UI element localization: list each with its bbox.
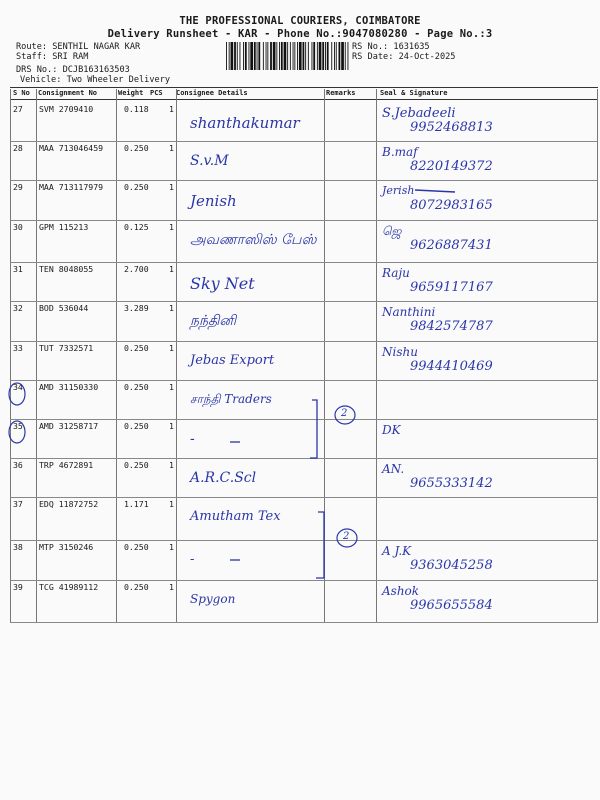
signature-name: Raju (382, 266, 410, 280)
serial-number: 31 (13, 264, 23, 274)
consignment-number: BOD 536044 (39, 303, 89, 313)
consignee-handwriting: - (190, 552, 195, 567)
serial-number: 33 (13, 343, 23, 353)
pieces-count: 1 (169, 382, 174, 392)
consignee-handwriting: நந்தினி (190, 313, 237, 329)
col-pcs: PCS (150, 89, 163, 97)
weight-value: 0.118 (124, 104, 149, 114)
consignee-handwriting: - (190, 431, 195, 447)
bracket-mark (310, 400, 317, 458)
serial-number: 27 (13, 104, 23, 114)
signature-name: Nanthini (382, 305, 436, 319)
consignee-handwriting: Amutham Tex (190, 509, 281, 524)
serial-number: 35 (13, 421, 23, 431)
consignment-number: AMD 31150330 (39, 382, 99, 392)
bracket-count: 2 (343, 531, 350, 542)
consignment-number: GPM 115213 (39, 222, 89, 232)
serial-number: 39 (13, 582, 23, 592)
consignee-handwriting: A.R.C.Scl (190, 470, 257, 486)
consignment-number: MAA 713117979 (39, 182, 104, 192)
runsheet-title: Delivery Runsheet - KAR - Phone No.:9047080280 - Page No.:3 (107, 28, 493, 40)
pieces-count: 1 (169, 264, 174, 274)
consignment-number: TUT 7332571 (39, 343, 94, 353)
pieces-count: 1 (169, 222, 174, 232)
serial-number: 34 (13, 382, 23, 392)
col-consignee: Consignee Details (176, 89, 248, 97)
signature-phone: 8072983165 (410, 198, 493, 213)
weight-value: 3.289 (124, 303, 149, 313)
serial-number: 29 (13, 182, 23, 192)
consignment-number: MTP 3150246 (39, 542, 94, 552)
weight-value: 0.125 (124, 222, 149, 232)
serial-number: 30 (13, 222, 23, 232)
strike-mark (415, 190, 455, 192)
col-seal: Seal & Signature (380, 89, 448, 97)
pieces-count: 1 (169, 343, 174, 353)
col-consignment: Consignment No (38, 89, 98, 97)
pieces-count: 1 (169, 421, 174, 431)
consignment-number: TRP 4672891 (39, 460, 94, 470)
route-text: Route: SENTHIL NAGAR KAR (16, 42, 141, 52)
signature-phone: 9659117167 (410, 280, 493, 295)
consignee-handwriting: Sky Net (190, 274, 255, 293)
signature-name: S.Jebadeeli (382, 106, 456, 121)
consignee-handwriting: அவணாஸிஸ் பேஸ் (190, 232, 317, 248)
serial-number: 38 (13, 542, 23, 552)
signature-phone: 9626887431 (410, 238, 493, 253)
signature-name: AN. (382, 462, 405, 476)
vehicle-text: Vehicle: Two Wheeler Delivery (20, 75, 171, 85)
staff-text: Staff: SRI RAM (16, 52, 89, 63)
bracket-mark (316, 512, 324, 578)
serial-circle-mark (9, 383, 25, 405)
weight-value: 0.250 (124, 582, 149, 592)
signature-name: A J.K (382, 544, 412, 558)
signature-phone: 9842574787 (410, 319, 493, 334)
pieces-count: 1 (169, 182, 174, 192)
weight-value: 0.250 (124, 382, 149, 392)
weight-value: 0.250 (124, 143, 149, 153)
serial-number: 32 (13, 303, 23, 313)
pieces-count: 1 (169, 303, 174, 313)
col-sno: S No (13, 89, 30, 97)
bracket-count: 2 (341, 408, 348, 419)
consignee-handwriting: S.v.M (190, 153, 229, 169)
signature-name: Nishu (382, 345, 418, 359)
signature-phone: 9952468813 (410, 120, 493, 135)
pieces-count: 1 (169, 143, 174, 153)
signature-phone: 9944410469 (410, 359, 493, 374)
consignee-handwriting: Jebas Export (190, 353, 275, 368)
pieces-count: 1 (169, 542, 174, 552)
signature-phone: 9363045258 (410, 558, 493, 573)
rs-no-text: RS No.: 1631635 (352, 42, 430, 52)
signature-phone: 9655333142 (410, 476, 493, 491)
serial-number: 36 (13, 460, 23, 470)
rs-date-text: RS Date: 24-Oct-2025 (352, 52, 456, 63)
signature-name: DK (382, 423, 401, 437)
consignee-handwriting: Spygon (190, 592, 236, 606)
serial-number: 37 (13, 499, 23, 509)
pieces-count: 1 (169, 460, 174, 470)
consignment-number: TCG 41989112 (39, 582, 99, 592)
weight-value: 2.700 (124, 264, 149, 274)
weight-value: 0.250 (124, 542, 149, 552)
weight-value: 0.250 (124, 182, 149, 192)
consignee-handwriting: Jenish (190, 192, 237, 210)
serial-circle-mark (9, 421, 25, 443)
signature-phone: 9965655584 (410, 598, 493, 613)
drs-no-text: DRS No.: DCJB163163503 (16, 65, 130, 75)
signature-name: Jerish (382, 184, 415, 197)
consignee-handwriting: shanthakumar (190, 114, 300, 132)
col-weight: Weight (118, 89, 144, 97)
signature-phone: 8220149372 (410, 159, 493, 174)
signature-name: Ashok (382, 584, 420, 598)
weight-value: 0.250 (124, 343, 149, 353)
col-remarks: Remarks (326, 89, 356, 97)
weight-value: 0.250 (124, 421, 149, 431)
weight-value: 1.171 (124, 499, 149, 509)
consignment-number: TEN 8048055 (39, 264, 94, 274)
consignment-number: MAA 713046459 (39, 143, 104, 153)
company-title: THE PROFESSIONAL COURIERS, COIMBATORE (179, 15, 421, 27)
pieces-count: 1 (169, 499, 174, 509)
pieces-count: 1 (169, 582, 174, 592)
consignment-number: SVM 2709410 (39, 104, 94, 114)
weight-value: 0.250 (124, 460, 149, 470)
consignee-handwriting: சாந்தி Traders (190, 392, 272, 406)
pieces-count: 1 (169, 104, 174, 114)
serial-number: 28 (13, 143, 23, 153)
consignment-number: EDQ 11872752 (39, 499, 99, 509)
signature-name: ஜெ (382, 224, 402, 238)
signature-name: B.maf (382, 145, 418, 159)
consignment-number: AMD 31258717 (39, 421, 99, 431)
